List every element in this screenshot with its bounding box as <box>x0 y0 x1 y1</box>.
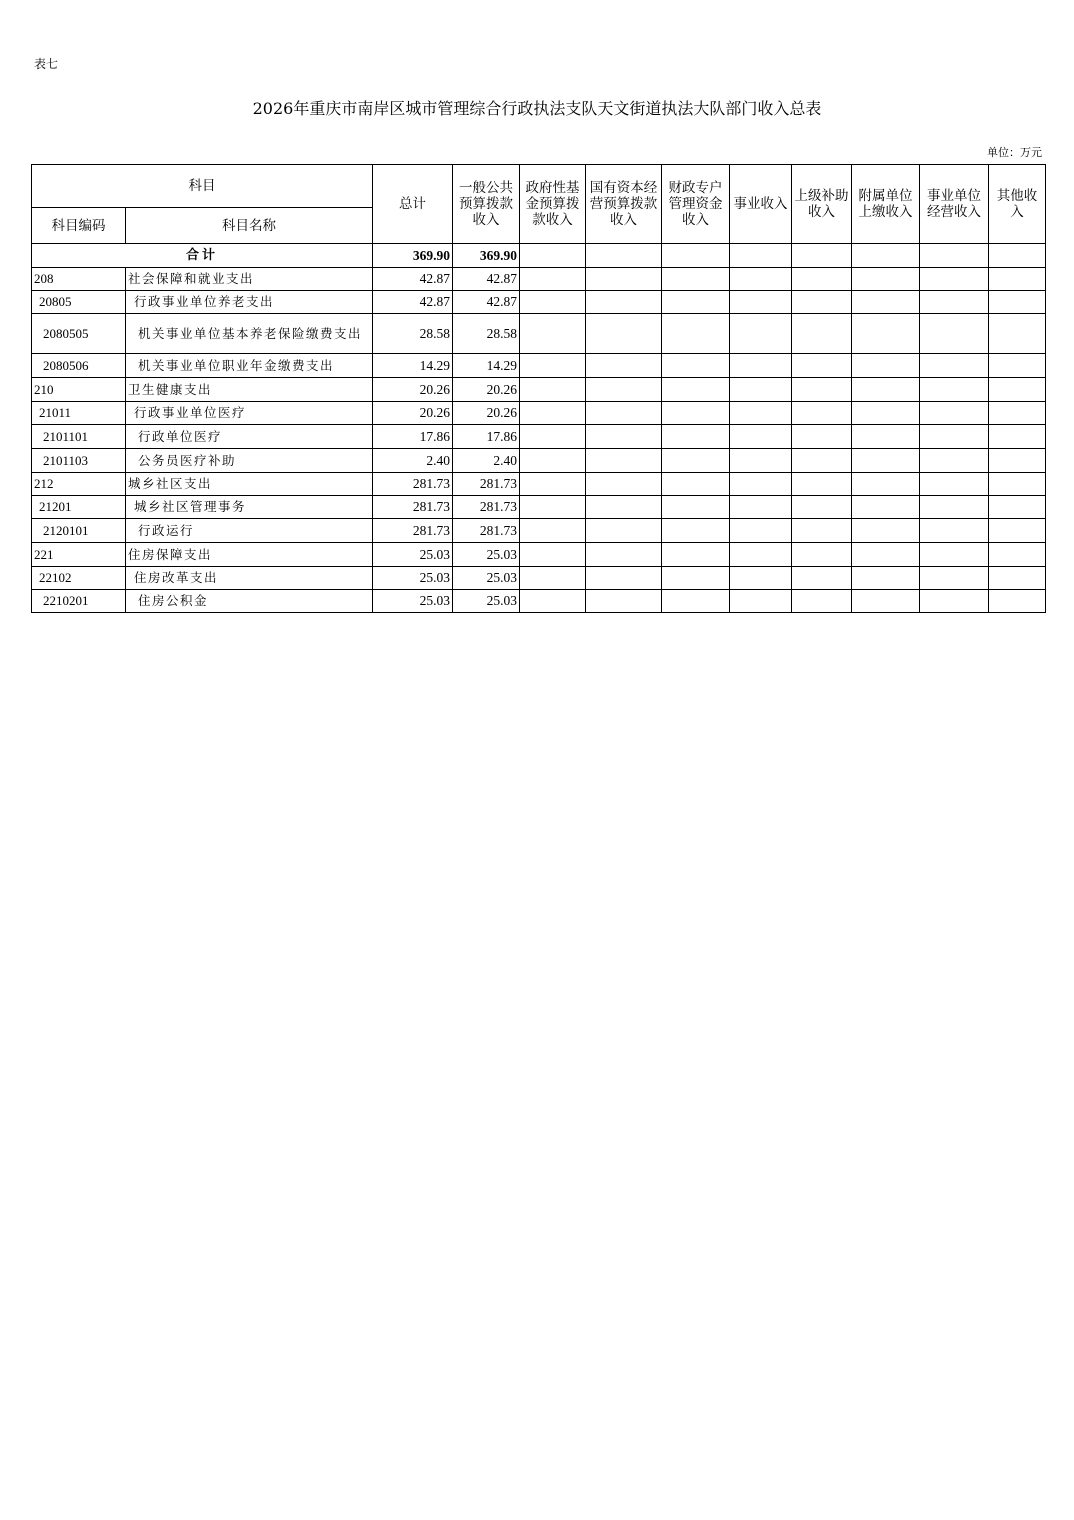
row-total: 2.40 <box>373 449 453 473</box>
empty-cell <box>662 402 730 425</box>
row-code: 21011 <box>32 402 126 425</box>
table-row <box>32 590 1046 613</box>
empty-cell <box>852 244 920 268</box>
row-general-budget: 2.40 <box>453 449 520 473</box>
header-total: 总计 <box>373 165 453 244</box>
empty-cell <box>520 449 586 473</box>
table-number: 表七 <box>34 57 59 71</box>
empty-cell <box>852 268 920 291</box>
table-row <box>32 268 1046 291</box>
empty-cell <box>792 519 852 543</box>
empty-cell <box>792 543 852 567</box>
page-title: 2026年重庆市南岸区城市管理综合行政执法支队天文街道执法大队部门收入总表 <box>252 99 822 118</box>
row-name: 卫生健康支出 <box>126 378 373 402</box>
empty-cell <box>586 354 662 378</box>
row-total: 42.87 <box>373 268 453 291</box>
row-code: 2101101 <box>32 425 126 449</box>
empty-cell <box>852 314 920 354</box>
empty-cell <box>792 590 852 613</box>
empty-cell <box>520 402 586 425</box>
empty-cell <box>920 402 989 425</box>
row-total: 281.73 <box>373 519 453 543</box>
table-row <box>32 473 1046 496</box>
table-row <box>32 314 1046 354</box>
empty-cell <box>792 567 852 590</box>
row-total: 25.03 <box>373 567 453 590</box>
table-row <box>32 567 1046 590</box>
empty-cell <box>730 425 792 449</box>
empty-cell <box>520 543 586 567</box>
row-code: 221 <box>32 543 126 567</box>
empty-cell <box>662 449 730 473</box>
empty-cell <box>989 244 1046 268</box>
empty-cell <box>792 378 852 402</box>
total-general-budget: 369.90 <box>453 244 520 268</box>
row-code: 2080505 <box>32 314 126 354</box>
empty-cell <box>989 496 1046 519</box>
empty-cell <box>852 291 920 314</box>
row-code: 2120101 <box>32 519 126 543</box>
empty-cell <box>920 268 989 291</box>
row-total: 25.03 <box>373 590 453 613</box>
row-general-budget: 20.26 <box>453 402 520 425</box>
empty-cell <box>920 425 989 449</box>
header-state-capital: 国有资本经营预算拨款收入 <box>586 165 662 244</box>
empty-cell <box>730 314 792 354</box>
table-row <box>32 354 1046 378</box>
empty-cell <box>662 291 730 314</box>
empty-cell <box>662 496 730 519</box>
empty-cell <box>920 473 989 496</box>
row-total: 281.73 <box>373 496 453 519</box>
empty-cell <box>586 291 662 314</box>
row-code: 208 <box>32 268 126 291</box>
total-label: 合计 <box>32 244 373 268</box>
row-general-budget: 25.03 <box>453 567 520 590</box>
empty-cell <box>662 425 730 449</box>
empty-cell <box>920 291 989 314</box>
row-name: 住房公积金 <box>126 590 373 613</box>
header-subject-code: 科目编码 <box>32 208 126 244</box>
empty-cell <box>730 449 792 473</box>
empty-cell <box>852 519 920 543</box>
empty-cell <box>520 244 586 268</box>
empty-cell <box>520 473 586 496</box>
header-affiliated-payment: 附属单位上缴收入 <box>852 165 920 244</box>
row-total: 14.29 <box>373 354 453 378</box>
empty-cell <box>852 425 920 449</box>
empty-cell <box>852 449 920 473</box>
empty-cell <box>989 425 1046 449</box>
total-sum: 369.90 <box>373 244 453 268</box>
row-code: 20805 <box>32 291 126 314</box>
empty-cell <box>989 378 1046 402</box>
empty-cell <box>730 567 792 590</box>
empty-cell <box>792 402 852 425</box>
empty-cell <box>730 402 792 425</box>
row-name: 行政事业单位医疗 <box>126 402 373 425</box>
empty-cell <box>586 496 662 519</box>
row-name: 机关事业单位基本养老保险缴费支出 <box>126 314 373 354</box>
empty-cell <box>989 567 1046 590</box>
empty-cell <box>852 496 920 519</box>
empty-cell <box>662 378 730 402</box>
empty-cell <box>730 354 792 378</box>
empty-cell <box>852 354 920 378</box>
empty-cell <box>730 473 792 496</box>
empty-cell <box>520 291 586 314</box>
income-summary-table <box>31 164 1046 613</box>
empty-cell <box>792 268 852 291</box>
row-general-budget: 14.29 <box>453 354 520 378</box>
row-code: 22102 <box>32 567 126 590</box>
empty-cell <box>730 590 792 613</box>
empty-cell <box>852 543 920 567</box>
empty-cell <box>920 590 989 613</box>
header-operating-income: 事业单位经营收入 <box>920 165 989 244</box>
empty-cell <box>730 519 792 543</box>
table-row <box>32 496 1046 519</box>
empty-cell <box>730 543 792 567</box>
empty-cell <box>586 590 662 613</box>
row-name: 住房改革支出 <box>126 567 373 590</box>
row-general-budget: 281.73 <box>453 496 520 519</box>
empty-cell <box>586 449 662 473</box>
empty-cell <box>852 567 920 590</box>
empty-cell <box>920 496 989 519</box>
empty-cell <box>520 425 586 449</box>
empty-cell <box>920 567 989 590</box>
empty-cell <box>852 473 920 496</box>
empty-cell <box>662 590 730 613</box>
empty-cell <box>520 496 586 519</box>
row-name: 公务员医疗补助 <box>126 449 373 473</box>
row-name: 机关事业单位职业年金缴费支出 <box>126 354 373 378</box>
header-gov-fund: 政府性基金预算拨款收入 <box>520 165 586 244</box>
empty-cell <box>989 402 1046 425</box>
row-general-budget: 25.03 <box>453 590 520 613</box>
empty-cell <box>920 354 989 378</box>
empty-cell <box>852 378 920 402</box>
header-other-income: 其他收入 <box>989 165 1046 244</box>
empty-cell <box>730 378 792 402</box>
empty-cell <box>730 291 792 314</box>
empty-cell <box>730 244 792 268</box>
table-row <box>32 543 1046 567</box>
empty-cell <box>792 354 852 378</box>
empty-cell <box>792 244 852 268</box>
row-total: 28.58 <box>373 314 453 354</box>
empty-cell <box>520 314 586 354</box>
row-name: 城乡社区管理事务 <box>126 496 373 519</box>
table-row <box>32 519 1046 543</box>
row-general-budget: 281.73 <box>453 519 520 543</box>
row-code: 2080506 <box>32 354 126 378</box>
row-name: 城乡社区支出 <box>126 473 373 496</box>
row-general-budget: 28.58 <box>453 314 520 354</box>
table-row <box>32 402 1046 425</box>
empty-cell <box>520 567 586 590</box>
row-total: 281.73 <box>373 473 453 496</box>
empty-cell <box>662 268 730 291</box>
empty-cell <box>586 244 662 268</box>
row-total: 17.86 <box>373 425 453 449</box>
header-subject-name: 科目名称 <box>126 208 373 244</box>
empty-cell <box>662 244 730 268</box>
empty-cell <box>989 268 1046 291</box>
row-name: 行政事业单位养老支出 <box>126 291 373 314</box>
empty-cell <box>586 519 662 543</box>
row-total: 25.03 <box>373 543 453 567</box>
header-subject: 科目 <box>32 165 373 208</box>
empty-cell <box>520 378 586 402</box>
empty-cell <box>989 449 1046 473</box>
row-code: 2101103 <box>32 449 126 473</box>
empty-cell <box>586 314 662 354</box>
empty-cell <box>989 314 1046 354</box>
empty-cell <box>852 590 920 613</box>
empty-cell <box>662 314 730 354</box>
row-name: 行政单位医疗 <box>126 425 373 449</box>
empty-cell <box>520 354 586 378</box>
empty-cell <box>730 496 792 519</box>
row-general-budget: 17.86 <box>453 425 520 449</box>
empty-cell <box>520 519 586 543</box>
empty-cell <box>989 590 1046 613</box>
total-row <box>32 244 1046 268</box>
table-row <box>32 449 1046 473</box>
table-row <box>32 291 1046 314</box>
row-name: 住房保障支出 <box>126 543 373 567</box>
empty-cell <box>989 543 1046 567</box>
row-total: 20.26 <box>373 402 453 425</box>
empty-cell <box>920 543 989 567</box>
row-general-budget: 281.73 <box>453 473 520 496</box>
empty-cell <box>989 291 1046 314</box>
header-superior-subsidy: 上级补助收入 <box>792 165 852 244</box>
empty-cell <box>520 268 586 291</box>
empty-cell <box>730 268 792 291</box>
row-general-budget: 25.03 <box>453 543 520 567</box>
empty-cell <box>920 314 989 354</box>
empty-cell <box>792 314 852 354</box>
row-total: 42.87 <box>373 291 453 314</box>
empty-cell <box>586 402 662 425</box>
empty-cell <box>586 543 662 567</box>
row-code: 21201 <box>32 496 126 519</box>
empty-cell <box>792 291 852 314</box>
empty-cell <box>662 473 730 496</box>
empty-cell <box>586 425 662 449</box>
row-total: 20.26 <box>373 378 453 402</box>
row-name: 行政运行 <box>126 519 373 543</box>
row-general-budget: 20.26 <box>453 378 520 402</box>
row-name: 社会保障和就业支出 <box>126 268 373 291</box>
empty-cell <box>792 496 852 519</box>
empty-cell <box>920 449 989 473</box>
empty-cell <box>662 567 730 590</box>
empty-cell <box>662 519 730 543</box>
empty-cell <box>920 519 989 543</box>
table-row <box>32 425 1046 449</box>
empty-cell <box>989 519 1046 543</box>
empty-cell <box>852 402 920 425</box>
empty-cell <box>662 354 730 378</box>
empty-cell <box>586 378 662 402</box>
empty-cell <box>920 244 989 268</box>
empty-cell <box>586 567 662 590</box>
row-general-budget: 42.87 <box>453 291 520 314</box>
empty-cell <box>662 543 730 567</box>
empty-cell <box>520 590 586 613</box>
row-code: 2210201 <box>32 590 126 613</box>
empty-cell <box>792 449 852 473</box>
row-general-budget: 42.87 <box>453 268 520 291</box>
empty-cell <box>920 378 989 402</box>
unit-label: 单位：万元 <box>987 146 1042 159</box>
row-code: 212 <box>32 473 126 496</box>
table-row <box>32 378 1046 402</box>
empty-cell <box>586 268 662 291</box>
header-business-income: 事业收入 <box>730 165 792 244</box>
empty-cell <box>586 473 662 496</box>
empty-cell <box>792 473 852 496</box>
header-special-fund: 财政专户管理资金收入 <box>662 165 730 244</box>
header-general-budget: 一般公共预算拨款收入 <box>453 165 520 244</box>
row-code: 210 <box>32 378 126 402</box>
empty-cell <box>989 473 1046 496</box>
empty-cell <box>989 354 1046 378</box>
empty-cell <box>792 425 852 449</box>
